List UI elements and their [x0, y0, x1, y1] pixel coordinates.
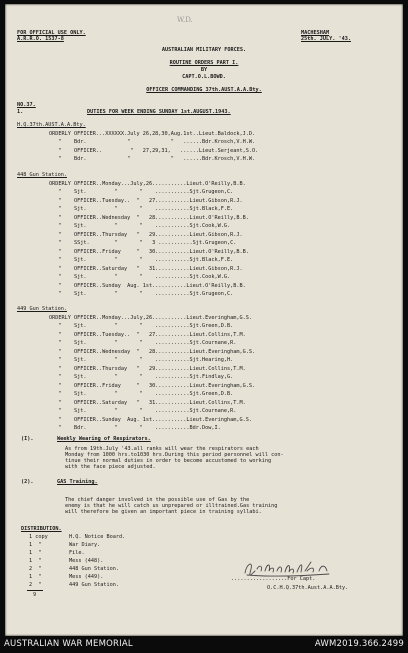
- station-448-duty-line: " Sjt. " " ...........Sjt.Grugeon,C.: [49, 189, 234, 195]
- distribution-heading: DISTRIBUTION.: [21, 526, 62, 532]
- section-2-number: (2).: [21, 479, 34, 485]
- title-line-5: OFFICER COMMANDING 37th.AUST.A.A.Bty.: [146, 87, 262, 93]
- station-449-duty-line: " OFFICER..Saturday " 31...........Lieut.Collins,T.M.: [49, 400, 246, 406]
- station-449-duty-line: " OFFICER..Sunday Aug. 1st...........Lieut.Everingham,G.S.: [49, 417, 253, 423]
- hq-duty-line: " OFFICER.. " 27,29,31, ......Lieut.Serjeant,S.O.: [49, 148, 259, 154]
- station-448-duty-line: " Sjt. " " ...........Sjt.Black,F.E.: [49, 257, 234, 263]
- station-449-duty-line: " OFFICER..Wednesday " 28...........Lieut.Everingham,G.S.: [49, 349, 256, 355]
- station-448-duty-line: " Sjt. " " ...........Sjt.Cook,W.G.: [49, 274, 231, 280]
- title-line-3: BY: [200, 67, 208, 73]
- distribution-count: 2 ": [29, 582, 42, 588]
- classification-label: FOR OFFICIAL USE ONLY.: [17, 30, 86, 36]
- station-448-duty-line: " OFFICER..Saturday " 31...........Lieut.Gibson,R.J.: [49, 266, 243, 272]
- title-line-2: ROUTINE ORDERS PART I.: [169, 60, 239, 66]
- section-i-number: (I).: [21, 436, 34, 442]
- title-line-1: AUSTRALIAN MILITARY FORCES.: [161, 47, 247, 53]
- distribution-count: 1 ": [29, 550, 42, 556]
- document-page: [5, 4, 403, 636]
- distribution-recipient: Mess (448).: [69, 558, 104, 564]
- station-449-duty-line: " Sjt. " " ...........Sjt.Findlay,G.: [49, 374, 234, 380]
- station-449-duty-line: " Sjt. " " ...........Sjt.Green,D.B.: [49, 391, 234, 397]
- station-449-duty-line: " Sjt. " " ...........Sjt.Cournane,R.: [49, 408, 237, 414]
- station-448-duty-line: " OFFICER..Friday " 30...........Lieut.O'Reilly,B.B.: [49, 249, 249, 255]
- hq-heading: H.Q.37th.AUST.A.A.Bty.: [17, 122, 86, 128]
- station-449-duty-line: " OFFICER..Thursday " 29...........Lieut.Collins,T.M.: [49, 366, 246, 372]
- distribution-recipient: War Diary.: [69, 542, 101, 548]
- station-448-duty-line: " Sjt. " " ...........Sjt.Grugeon,C.: [49, 291, 234, 297]
- station-449-duty-line: " Sjt. " " ...........Sjt.Hearing,H.: [49, 357, 234, 363]
- location-label: MACHESHAM: [301, 30, 330, 36]
- signature-for-line: ..................For Capt.: [231, 576, 316, 582]
- station-448-duty-line: " Sjt. " " ...........Sjt.Cook,W.G.: [49, 223, 231, 229]
- distribution-count: 1 ": [29, 542, 42, 548]
- section-2-body: The chief danger involved in the possible use of Gas by the enemy is that he will catch us unprepared or illtrained.Gas training will therefore be given an important piece in training syllabi.: [65, 497, 278, 515]
- title-line-4: CAPT.O.L.BOWD.: [182, 74, 226, 80]
- section-1-number: 1.: [17, 109, 24, 115]
- station-449-duty-line: ORDERLY OFFICER..Monday...July,26...........Lieut.Everingham,G.S.: [49, 315, 253, 321]
- station-449-heading: 449 Gun Station.: [17, 306, 67, 312]
- hq-duty-line: " Bdr. " " ......Bdr.Krosch,V.H.W.: [49, 156, 256, 162]
- hq-duty-line: " Bdr. " " ......Bdr.Krosch,V.H.W.: [49, 139, 256, 145]
- station-448-duty-line: " SSjt. " " 3 ...........Sjt.Grugeon,C.: [49, 240, 237, 246]
- station-449-duty-line: " OFFICER..Friday " 30...........Lieut.Everingham,G.S.: [49, 383, 256, 389]
- station-448-duty-line: " Sjt. " " ...........Sjt.Black,F.E.: [49, 206, 234, 212]
- distribution-recipient: 449 Gun Station.: [69, 582, 119, 588]
- pencil-annotation: W.D.: [177, 16, 193, 24]
- footer-bar: [0, 637, 408, 653]
- station-449-duty-line: " Sjt. " " ...........Sjt.Cournane,R.: [49, 340, 237, 346]
- footer-institution: AUSTRALIAN WAR MEMORIAL: [4, 639, 133, 649]
- station-448-heading: 448 Gun Station.: [17, 172, 67, 178]
- station-448-duty-line: " OFFICER..Wednesday " 28...........Lieut.O'Reilly,B.B.: [49, 215, 249, 221]
- station-449-duty-line: " Bdr. " " ...........Bdr.Dow,I.: [49, 425, 221, 431]
- distribution-recipient: File.: [69, 550, 85, 556]
- station-449-duty-line: " OFFICER..Tuesday.. " 27...........Lieut.Collins,T.M.: [49, 332, 246, 338]
- distribution-count: 2 ": [29, 566, 42, 572]
- distribution-count: 1 copy: [29, 534, 48, 540]
- order-number: NO.37.: [17, 102, 36, 108]
- signature-designation: O.C.H.Q.37th.Aust.A.A.Bty.: [267, 585, 349, 591]
- distribution-recipient: 448 Gun Station.: [69, 566, 119, 572]
- section-1-heading: DUTIES FOR WEEK ENDING SUNDAY 1st.AUGUST.1943.: [87, 109, 231, 115]
- station-448-duty-line: " OFFICER..Thursday " 29...........Lieut.Gibson,R.J.: [49, 232, 243, 238]
- station-448-duty-line: ORDERLY OFFICER..Monday...July,26...........Lieut.O'Reilly,B.B.: [49, 181, 246, 187]
- distribution-recipient: H.Q. Notice Board.: [69, 534, 126, 540]
- document-date: 25th. JULY. '43.: [301, 36, 351, 42]
- section-i-body: As from 19th.July '43.all ranks will wear the respirators each Monday from 1000 hrs.to1030 hrs.During this period personnel will con- tinue their normal duties in order to become accustomed to working with the face piece adjusted.: [65, 446, 284, 470]
- section-2-heading: GAS Training.: [57, 479, 98, 485]
- section-i-heading: Weekly Wearing of Respirators.: [57, 436, 151, 442]
- station-449-duty-line: " Sjt. " " ...........Sjt.Green,D.B.: [49, 323, 234, 329]
- distribution-total: 9: [33, 592, 37, 598]
- footer-accession-number: AWM2019.366.2499: [314, 639, 404, 649]
- distribution-count: 1 ": [29, 558, 42, 564]
- form-reference: A.R.R.O. 1537-8: [17, 36, 64, 42]
- hq-duty-line: ORDERLY OFFICER...XXXXXX.July 26,28,30,Aug.1st..Lieut.Baldock,J.D.: [49, 131, 256, 137]
- distribution-count: 1 ": [29, 574, 42, 580]
- distribution-total-rule: [27, 590, 43, 591]
- distribution-recipient: Mess (449).: [69, 574, 104, 580]
- station-448-duty-line: " OFFICER..Sunday Aug. 1st...........Lieut.O'Reilly,B.B.: [49, 283, 246, 289]
- station-448-duty-line: " OFFICER..Tuesday.. " 27...........Lieut.Gibson,R.J.: [49, 198, 243, 204]
